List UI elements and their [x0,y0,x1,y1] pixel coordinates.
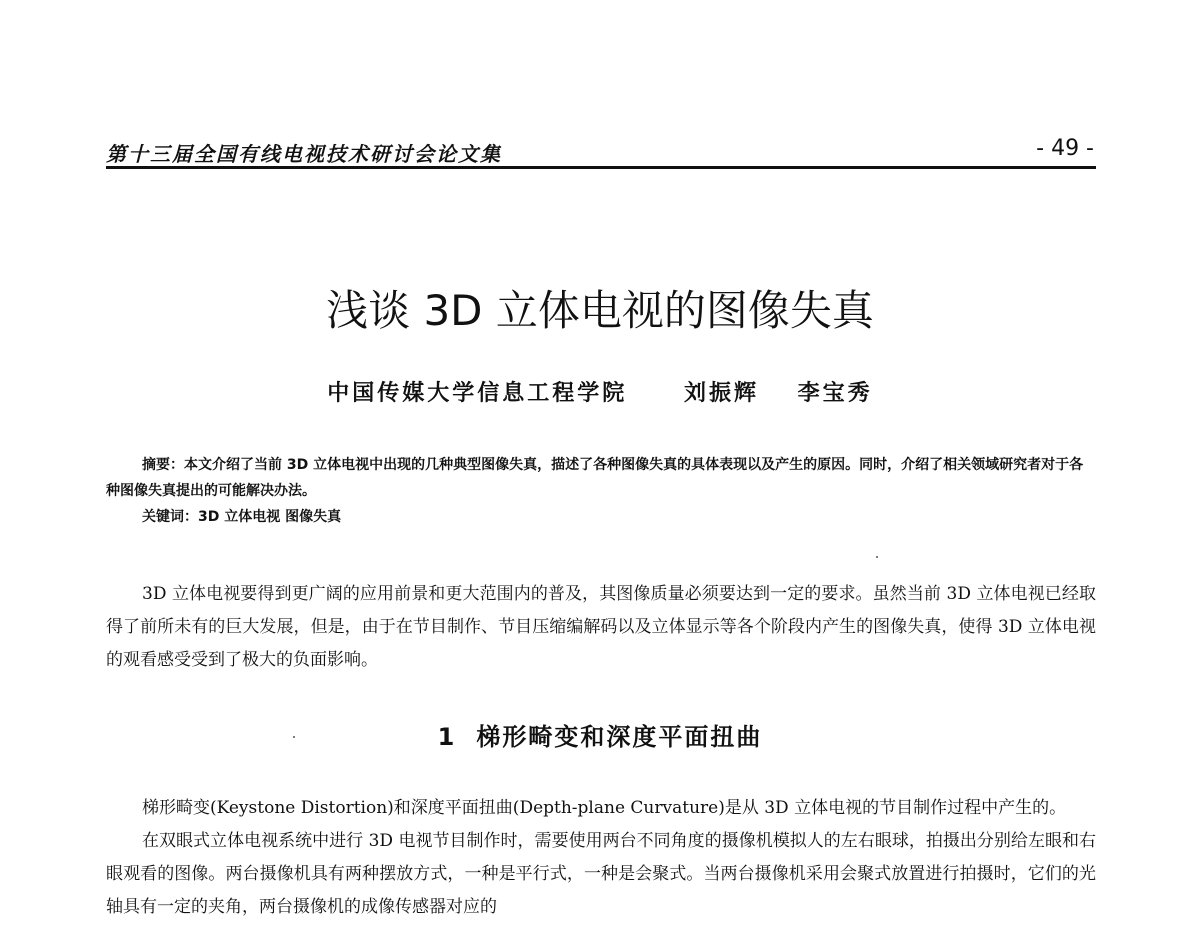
section-heading [0,717,1200,752]
section-title: 梯形畸变和深度平面扭曲 [476,723,763,751]
paper-title: 浅谈 3D 立体电视的图像失真 [326,286,874,335]
author-name: 刘振辉 [683,380,759,406]
header-rule [106,166,1096,169]
section-number: 1 [437,723,457,751]
author-line [0,376,1200,407]
section-paragraph: 在双眼式立体电视系统中进行 3D 电视节目制作时，需要使用两台不同角度的摄像机模拟人的左右眼球，拍摄出分别给左眼和右眼观看的图像。两台摄像机具有两种摆放方式，一种是平行式，一种是会聚式。当两台摄像机采用会聚式放置进行拍摄时，它们的光轴具有一定的夹角，两台摄像机的成像传感器对应的 [106,831,1096,917]
intro-section [106,578,1096,677]
author-name: 李宝秀 [797,380,873,406]
running-header-journal: 第十三届全国有线电视技术研讨会论文集 [106,142,502,166]
scan-speck [293,736,295,738]
keywords: 关键词：3D 立体电视 图像失真 [142,509,342,525]
scan-speck [876,556,878,558]
abstract-block [106,452,1096,530]
affiliation: 中国传媒大学信息工程学院 [327,380,628,406]
section-paragraph: 梯形畸变(Keystone Distortion)和深度平面扭曲(Depth-plane Curvature)是从 3D 立体电视的节目制作过程中产生的。 [142,798,1067,818]
page-number: - 49 - [1036,136,1094,161]
section-body [106,792,1096,924]
intro-paragraph: 3D 立体电视要得到更广阔的应用前景和更大范围内的普及，其图像质量必须要达到一定的要求。虽然当前 3D 立体电视已经取得了前所未有的巨大发展，但是，由于在节目制作、节目压缩编解码以及立体显示等各个阶段内产生的图像失真，使得 3D 立体电视的观看感受受到了极大的负面影响。 [106,584,1096,670]
abstract-text: 摘要：本文介绍了当前 3D 立体电视中出现的几种典型图像失真，描述了各种图像失真的具体表现以及产生的原因。同时，介绍了相关领域研究者对于各种图像失真提出的可能解决办法。 [106,457,1084,499]
